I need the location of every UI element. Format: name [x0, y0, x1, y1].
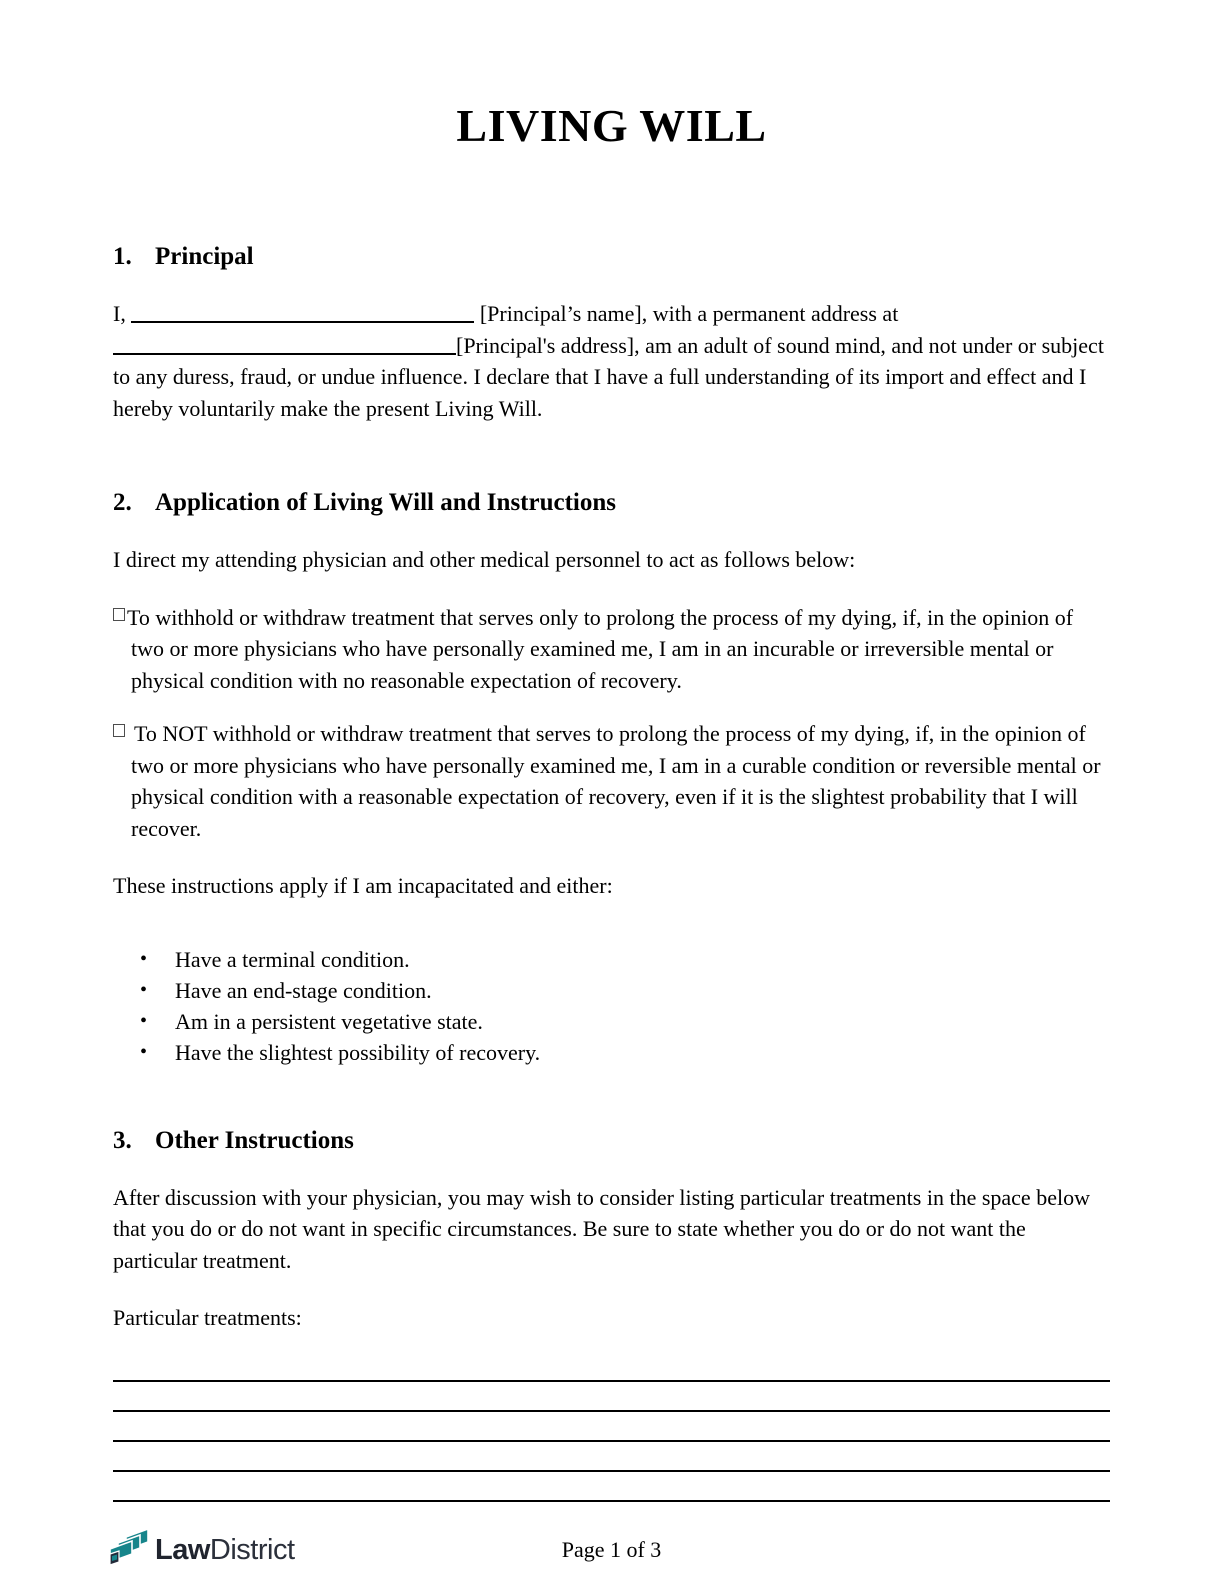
section-heading-label: Principal [155, 243, 254, 270]
conditions-list [113, 944, 1110, 1068]
section-heading-label: Other Instructions [155, 1126, 354, 1154]
document-title: LIVING WILL [456, 100, 767, 151]
condition-text: Have an end-stage condition. [175, 977, 432, 1003]
option-withhold-text: To withhold or withdraw treatment that serves only to prolong the process of my dying, if, in the opinion of two or more physicians who have personally examined me, I am in an incurable or irreversible mental or physical condition with no reasonable expectation of recovery. [127, 604, 1074, 693]
bullet-icon: • [140, 1040, 148, 1063]
principal-statement-after-address: [Principal's address], am an adult of sound mind, and not under or subject to any duress, fraud, or undue influence. I declare that I have a full understanding of its import and effect and I hereby voluntarily make the present Living Will. [113, 332, 1104, 421]
list-item [113, 1037, 1110, 1068]
list-item [113, 975, 1110, 1006]
principal-name-blank[interactable] [131, 299, 474, 323]
option-not-withhold-text: To NOT withhold or withdraw treatment that serves to prolong the process of my dying, if, in the opinion of two or more physicians who have personally examined me, I am in a curable condition or reversible mental or physical condition with a reasonable expectation of recovery, even if it is the slightest probability that I will recover. [131, 721, 1101, 841]
principal-statement-after-name: [Principal’s name], with a permanent address at [474, 301, 899, 326]
section-heading-label: Application of Living Will and Instructions [155, 489, 616, 516]
treatment-write-line[interactable] [113, 1356, 1110, 1382]
brand-district-text: District [209, 1533, 295, 1566]
condition-text: Have a terminal condition. [175, 946, 410, 972]
page-indicator: Page 1 of 3 [561, 1536, 662, 1562]
treatment-write-line[interactable] [113, 1412, 1110, 1442]
treatment-lines [113, 1356, 1110, 1502]
treatment-write-line[interactable] [113, 1442, 1110, 1472]
principal-statement [113, 298, 1110, 424]
section-number: 3. [113, 1126, 132, 1154]
brand-law-text: Law [155, 1533, 210, 1566]
treatment-write-line[interactable] [113, 1382, 1110, 1412]
checkbox-withhold-icon[interactable] [113, 608, 125, 621]
condition-text: Have the slightest possibility of recovery. [175, 1039, 541, 1065]
section-number: 1. [113, 243, 132, 270]
condition-text: Am in a persistent vegetative state. [175, 1008, 483, 1034]
application-intro: I direct my attending physician and other medical personnel to act as follows below: [113, 547, 856, 572]
section-heading-application [113, 488, 1110, 518]
principal-statement-prefix: I, [113, 301, 132, 326]
list-item [113, 944, 1110, 975]
treatment-write-line[interactable] [113, 1472, 1110, 1502]
checkbox-not-withhold-icon[interactable] [113, 724, 125, 737]
option-withhold-paragraph [113, 602, 1110, 697]
section-number: 2. [113, 489, 132, 516]
conditions-intro: These instructions apply if I am incapacitated and either: [113, 873, 613, 898]
other-instructions-body: After discussion with your physician, you may wish to consider listing particular treatments in the space below that you do or do not want in specific circumstances. Be sure to state whether you do or do not want the particular treatment. [113, 1184, 1090, 1273]
section-heading-other [113, 1126, 1110, 1156]
option-not-withhold-paragraph [113, 718, 1110, 844]
principal-address-blank[interactable] [113, 331, 456, 355]
bullet-icon: • [140, 947, 148, 970]
bullet-icon: • [140, 978, 148, 1001]
page-footer [113, 1526, 1110, 1584]
section-heading-principal [113, 242, 1110, 272]
particular-treatments-label: Particular treatments: [113, 1305, 302, 1330]
bullet-icon: • [140, 1009, 148, 1032]
list-item [113, 1006, 1110, 1037]
